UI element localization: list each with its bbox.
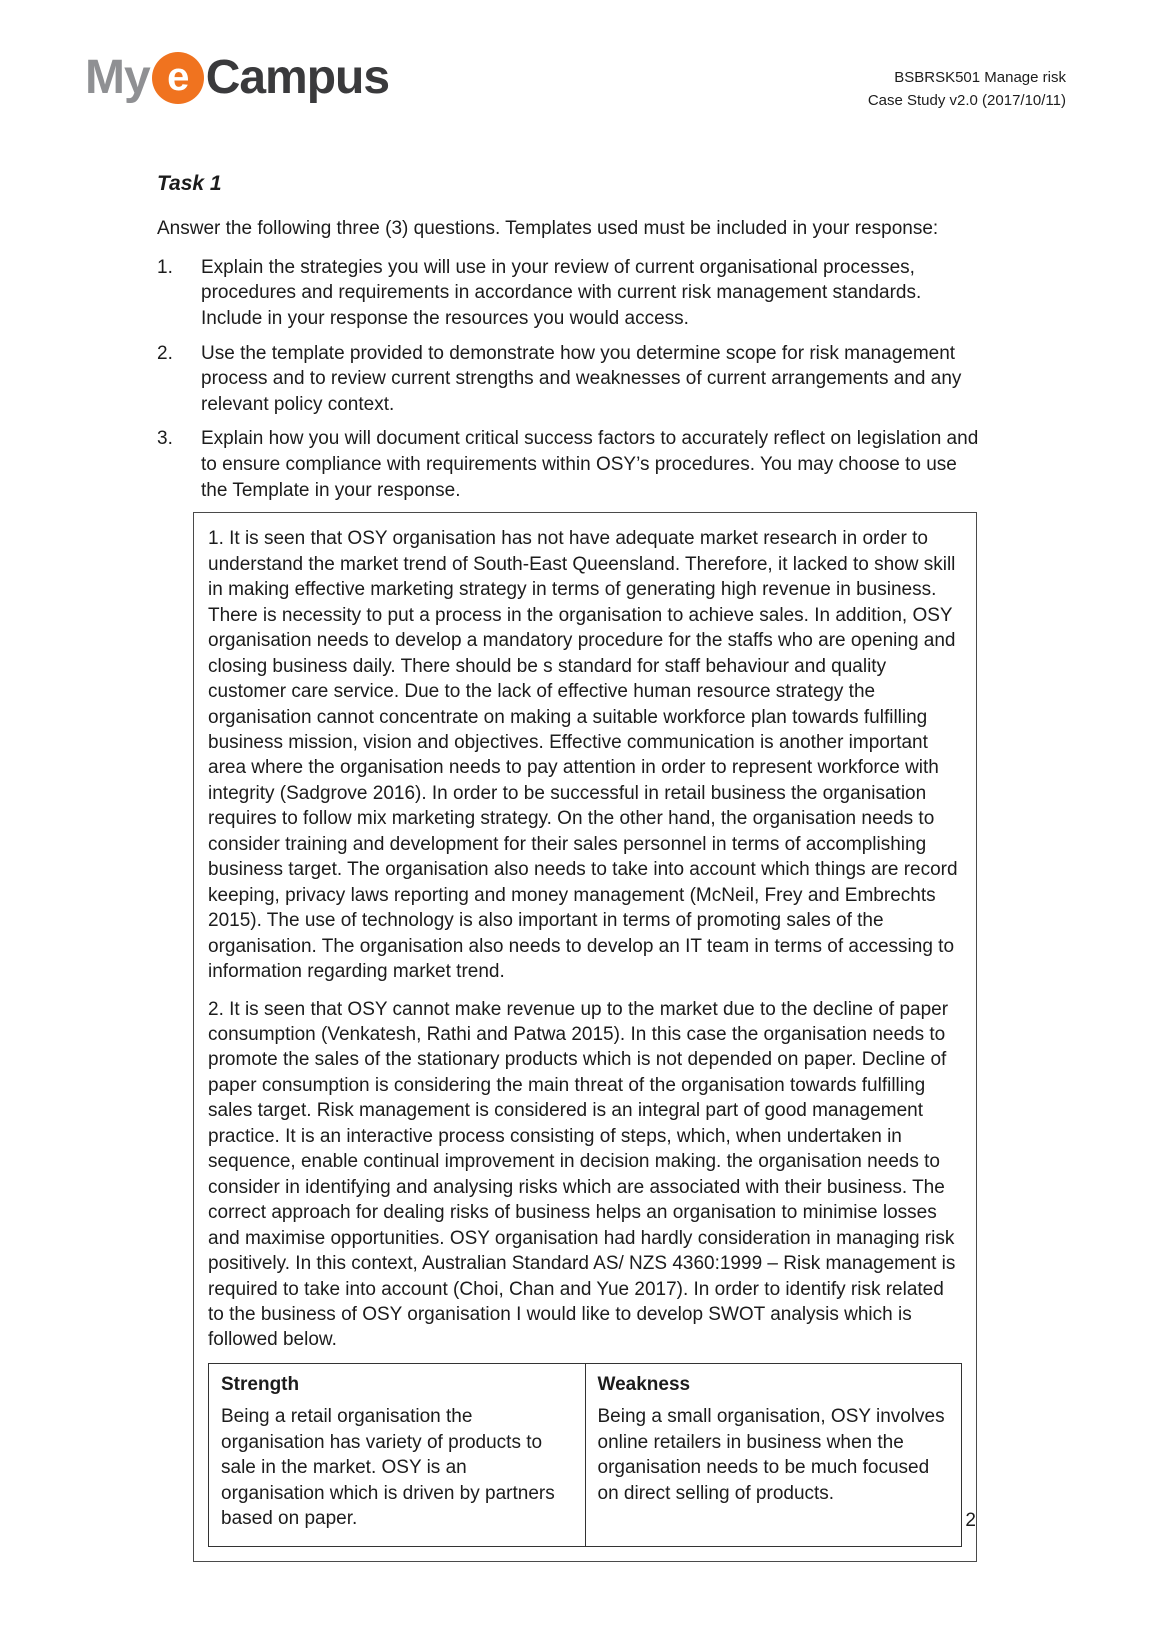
answer-paragraph-1: 1. It is seen that OSY organisation has not have adequate market research in order to understand the market trend of South-East Queensland. Therefore, it lacked to show skill in making effective marketing strategy in terms of generating high revenue in business. There is necessity to put a process in the organisation to achieve sales. In addition, OSY organisation needs to develop a mandatory procedure for the staffs who are opening and closing business daily. There should be s standard for staff behaviour and quality customer care service. Due to the lack of effective human resource strategy the organisation cannot concentrate on making a suitable workforce plan towards fulfilling business mission, vision and objectives. Effective communication is another important area where the organisation needs to pay attention in order to represent workforce with integrity (Sadgrove 2016). In order to be successful in retail business the organisation requires to follow mix marketing strategy. On the other hand, the organisation needs to consider training and development for their sales personnel in terms of accomplishing business target. The organisation also needs to take into account which things are record keeping, privacy laws reporting and money management (McNeil, Frey and Embrechts 2015). The use of technology is also important in terms of promoting sales of the organisation. The organisation also needs to develop an IT team in terms of accessing to information regarding market trend. xyxy=(208,528,958,983)
task-title: Task 1 xyxy=(157,172,222,195)
strength-cell xyxy=(209,1363,586,1546)
page-number: 2 xyxy=(965,1510,976,1531)
page-header xyxy=(85,52,1066,113)
answer-box xyxy=(193,512,977,1561)
weakness-cell xyxy=(585,1363,962,1546)
question-text: Explain how you will document critical success factors to accurately reflect on legislation and to ensure compliance with requirements within OSY’s procedures. You may choose to use the Template in your response. xyxy=(201,428,979,501)
question-list xyxy=(157,255,979,504)
question-number: 3. xyxy=(157,428,173,450)
logo-my-text: My xyxy=(85,51,150,104)
document-content xyxy=(157,172,979,1562)
question-number: 2. xyxy=(157,342,173,364)
question-number: 1. xyxy=(157,256,173,278)
logo-campus-text: Campus xyxy=(205,51,390,104)
intro-text: Answer the following three (3) questions. Templates used must be included in your response: xyxy=(157,218,939,239)
question-item xyxy=(157,341,979,418)
strength-text: Being a retail organisation the organisation has variety of products to sale in the market. OSY is an organisation which is driven by partners based on paper. xyxy=(221,1406,555,1530)
question-item xyxy=(157,426,979,503)
question-text: Explain the strategies you will use in your review of current organisational processes, procedures and requirements in accordance with current risk management standards. Include in your response the resources you would access. xyxy=(201,256,922,329)
weakness-header: Weakness xyxy=(597,1373,691,1395)
doc-version: Case Study v2.0 (2017/10/11) xyxy=(867,92,1066,110)
doc-code: BSBRSK501 Manage risk xyxy=(894,69,1066,86)
question-text: Use the template provided to demonstrate how you determine scope for risk management process and to review current strengths and weaknesses of current arrangements and any relevant policy context. xyxy=(201,342,962,415)
swot-table xyxy=(208,1363,962,1547)
question-item xyxy=(157,255,979,332)
myecampus-logo xyxy=(85,52,389,104)
answer-paragraph-2: 2. It is seen that OSY cannot make revenue up to the market due to the decline of paper consumption (Venkatesh, Rathi and Patwa 2015). In this case the organisation needs to promote the sales of the stationary products which is not depended on paper. Decline of paper consumption is considering the main threat of the organisation towards fulfilling sales target. Risk management is considered is an integral part of good management practice. It is an interactive process consisting of steps, which, when undertaken in sequence, enable continual improvement in decision making. the organisation needs to consider in identifying and analysing risks which are associated with their business. The correct approach for dealing risks of business helps an organisation to minimise losses and maximise opportunities. OSY organisation had hardly consideration in managing risk positively. In this context, Australian Standard AS/ NZS 4360:1999 – Risk management is required to take into account (Choi, Chan and Yue 2017). In order to identify risk related to the business of OSY organisation I would like to develop SWOT analysis which is followed below. xyxy=(208,998,956,1351)
strength-header: Strength xyxy=(221,1373,300,1395)
table-row xyxy=(209,1363,962,1546)
weakness-text: Being a small organisation, OSY involves online retailers in business when the organisation needs to be much focused on direct selling of products. xyxy=(597,1406,945,1504)
document-info xyxy=(868,52,1066,113)
logo-e-icon: e xyxy=(152,52,204,104)
